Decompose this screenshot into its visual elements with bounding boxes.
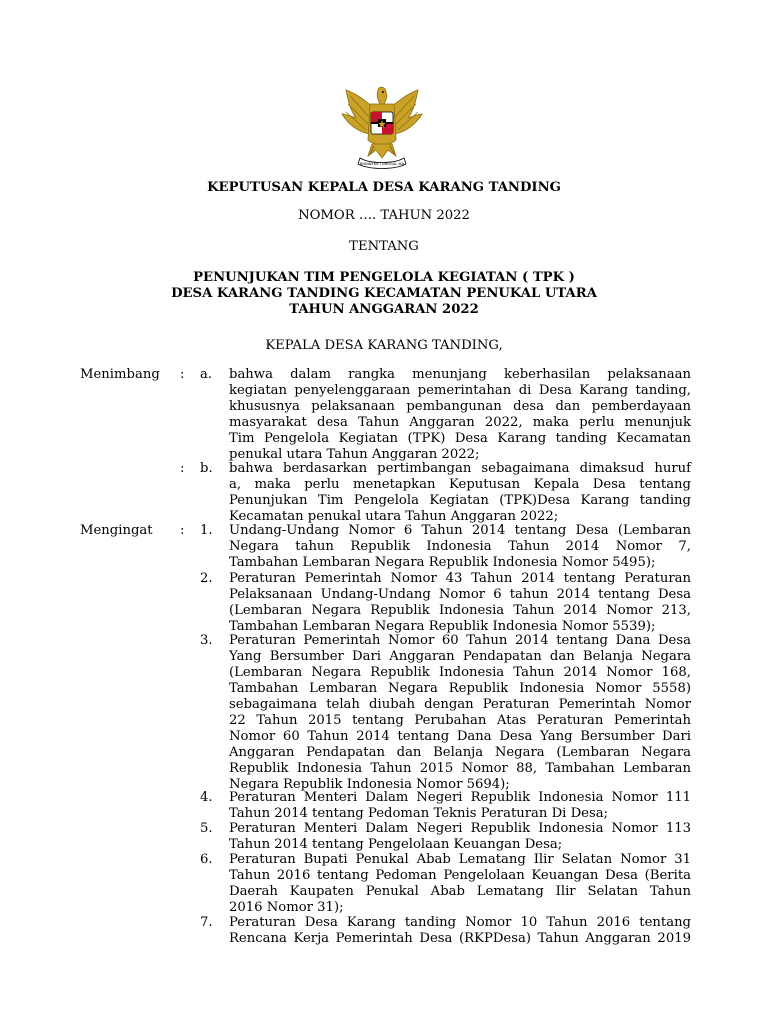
text-line: Peraturan Pemerintah Nomor 43 Tahun 2014 tentang Peraturan	[229, 571, 691, 586]
text-line: Peraturan Menteri Dalam Negeri Republik Indonesia Nomor 113	[229, 821, 691, 836]
mengingat-mark-2: 2.	[200, 571, 213, 586]
text-line: Tim Pengelola Kegiatan (TPK) Desa Karang tanding Kecamatan	[229, 431, 691, 446]
text-line: kegiatan penyelenggaraan pemerintahan di Desa Karang tanding,	[229, 383, 691, 398]
text-line: 2016 Nomor 31);	[229, 900, 344, 915]
mengingat-item-1	[229, 523, 691, 571]
text-line: Tambahan Lembaran Negara Republik Indonesia Nomor 5495);	[229, 555, 656, 570]
text-line: Undang-Undang Nomor 6 Tahun 2014 tentang Desa (Lembaran	[229, 523, 691, 538]
text-line: Rencana Kerja Pemerintah Desa (RKPDesa) Tahun Anggaran 2019	[229, 931, 691, 946]
subject-line-1: PENUNJUKAN TIM PENGELOLA KEGIATAN ( TPK )	[193, 270, 575, 285]
text-line: (Lembaran Negara Republik Indonesia Tahun 2014 Nomor 213,	[229, 603, 691, 618]
mengingat-item-3	[229, 633, 691, 793]
mengingat-mark-1: 1.	[200, 523, 213, 538]
decree-subject	[0, 270, 768, 318]
text-line: Tambahan Lembaran Negara Republik Indonesia Nomor 5539);	[229, 619, 656, 634]
mengingat-label: Mengingat	[80, 523, 153, 538]
official-title	[0, 338, 768, 354]
text-line: Anggaran Pendapatan dan Belanja Negara (Lembaran Negara	[229, 745, 691, 760]
text-line: Peraturan Bupati Penukal Abab Lematang Ilir Selatan Nomor 31	[229, 852, 691, 867]
text-line: Daerah Kaupaten Penukal Abab Lematang Ilir Selatan Tahun	[229, 884, 691, 899]
text-line: 22 Tahun 2015 tentang Perubahan Atas Peraturan Pemerintah	[229, 713, 691, 728]
text-line: penukal utara Tahun Anggaran 2022;	[229, 447, 480, 462]
text-line: Peraturan Pemerintah Nomor 60 Tahun 2014 tentang Dana Desa	[229, 633, 691, 648]
mengingat-mark-3: 3.	[200, 633, 213, 648]
text-line: Tambahan Lembaran Negara Republik Indonesia Nomor 5558)	[229, 681, 691, 696]
mengingat-mark-5: 5.	[200, 821, 213, 836]
menimbang-colon: :	[180, 367, 185, 382]
text-line: (Lembaran Negara Republik Indonesia Tahun 2014 Nomor 168,	[229, 665, 691, 680]
mengingat-mark-7: 7.	[200, 915, 213, 930]
menimbang-mark-a: a.	[200, 367, 213, 382]
text-line: Peraturan Desa Karang tanding Nomor 10 Tahun 2016 tentang	[229, 915, 691, 930]
text-line: khususnya pelaksanaan pembangunan desa dan pemberdayaan	[229, 399, 691, 414]
mengingat-mark-6: 6.	[200, 852, 213, 867]
mengingat-item-4	[229, 790, 691, 822]
garuda-emblem	[340, 84, 424, 170]
decree-number	[0, 208, 768, 224]
text-line: Peraturan Menteri Dalam Negeri Republik Indonesia Nomor 111	[229, 790, 691, 805]
text-line: a, maka perlu menetapkan Keputusan Kepala Desa tentang	[229, 477, 691, 492]
text-line: bahwa dalam rangka menunjang keberhasilan pelaksanaan	[229, 367, 691, 382]
menimbang-mark-b: b.	[200, 461, 213, 476]
menimbang-item-b	[229, 461, 691, 525]
text-line: Tahun 2014 tentang Pedoman Teknis Peraturan Di Desa;	[229, 806, 609, 821]
text-line: Yang Bersumber Dari Anggaran Pendapatan dan Belanja Negara	[229, 649, 691, 664]
text-line: Pelaksanaan Undang-Undang Nomor 6 tahun 2014 tentang Desa	[229, 587, 691, 602]
text-line: Nomor 60 Tahun 2014 tentang Dana Desa Yang Bersumber Dari	[229, 729, 691, 744]
subject-line-2: DESA KARANG TANDING KECAMATAN PENUKAL UTARA	[171, 286, 597, 301]
tentang-text: TENTANG	[349, 239, 419, 254]
menimbang-colon-b: :	[180, 461, 185, 476]
mengingat-item-2	[229, 571, 691, 635]
mengingat-colon: :	[180, 523, 185, 538]
tentang-heading	[0, 239, 768, 255]
decree-number-text: NOMOR …. TAHUN 2022	[298, 208, 470, 223]
text-line: Negara tahun Republik Indonesia Tahun 2014 Nomor 7,	[229, 539, 691, 554]
mengingat-item-5	[229, 821, 691, 853]
text-line: masyarakat desa Tahun Anggaran 2022, maka perlu menunjuk	[229, 415, 691, 430]
text-line: Negara Republik Indonesia Nomor 5694);	[229, 777, 510, 792]
text-line: Tahun 2016 tentang Pedoman Pengelolaan Keuangan Desa (Berita	[229, 868, 691, 883]
menimbang-item-a	[229, 367, 691, 463]
text-line: Tahun 2014 tentang Pengelolaan Keuangan Desa;	[229, 837, 563, 852]
subject-line-3: TAHUN ANGGARAN 2022	[289, 302, 479, 317]
text-line: Republik Indonesia Tahun 2015 Nomor 88, Tambahan Lembaran	[229, 761, 691, 776]
text-line: Penunjukan Tim Pengelola Kegiatan (TPK)Desa Karang tanding	[229, 493, 691, 508]
text-line: Kecamatan penukal utara Tahun Anggaran 2022;	[229, 509, 559, 524]
mengingat-mark-4: 4.	[200, 790, 213, 805]
text-line: bahwa berdasarkan pertimbangan sebagaimana dimaksud huruf	[229, 461, 691, 476]
decree-title	[0, 180, 768, 196]
text-line: sebagaimana telah diubah dengan Peraturan Pemerintah Nomor	[229, 697, 691, 712]
mengingat-item-6	[229, 852, 691, 916]
mengingat-item-7	[229, 915, 691, 947]
official-title-text: KEPALA DESA KARANG TANDING,	[265, 338, 503, 353]
svg-text:BHINNEKA TUNGGAL IKA: BHINNEKA TUNGGAL IKA	[359, 162, 405, 166]
decree-title-text: KEPUTUSAN KEPALA DESA KARANG TANDING	[207, 180, 561, 195]
menimbang-label: Menimbang	[80, 367, 160, 382]
